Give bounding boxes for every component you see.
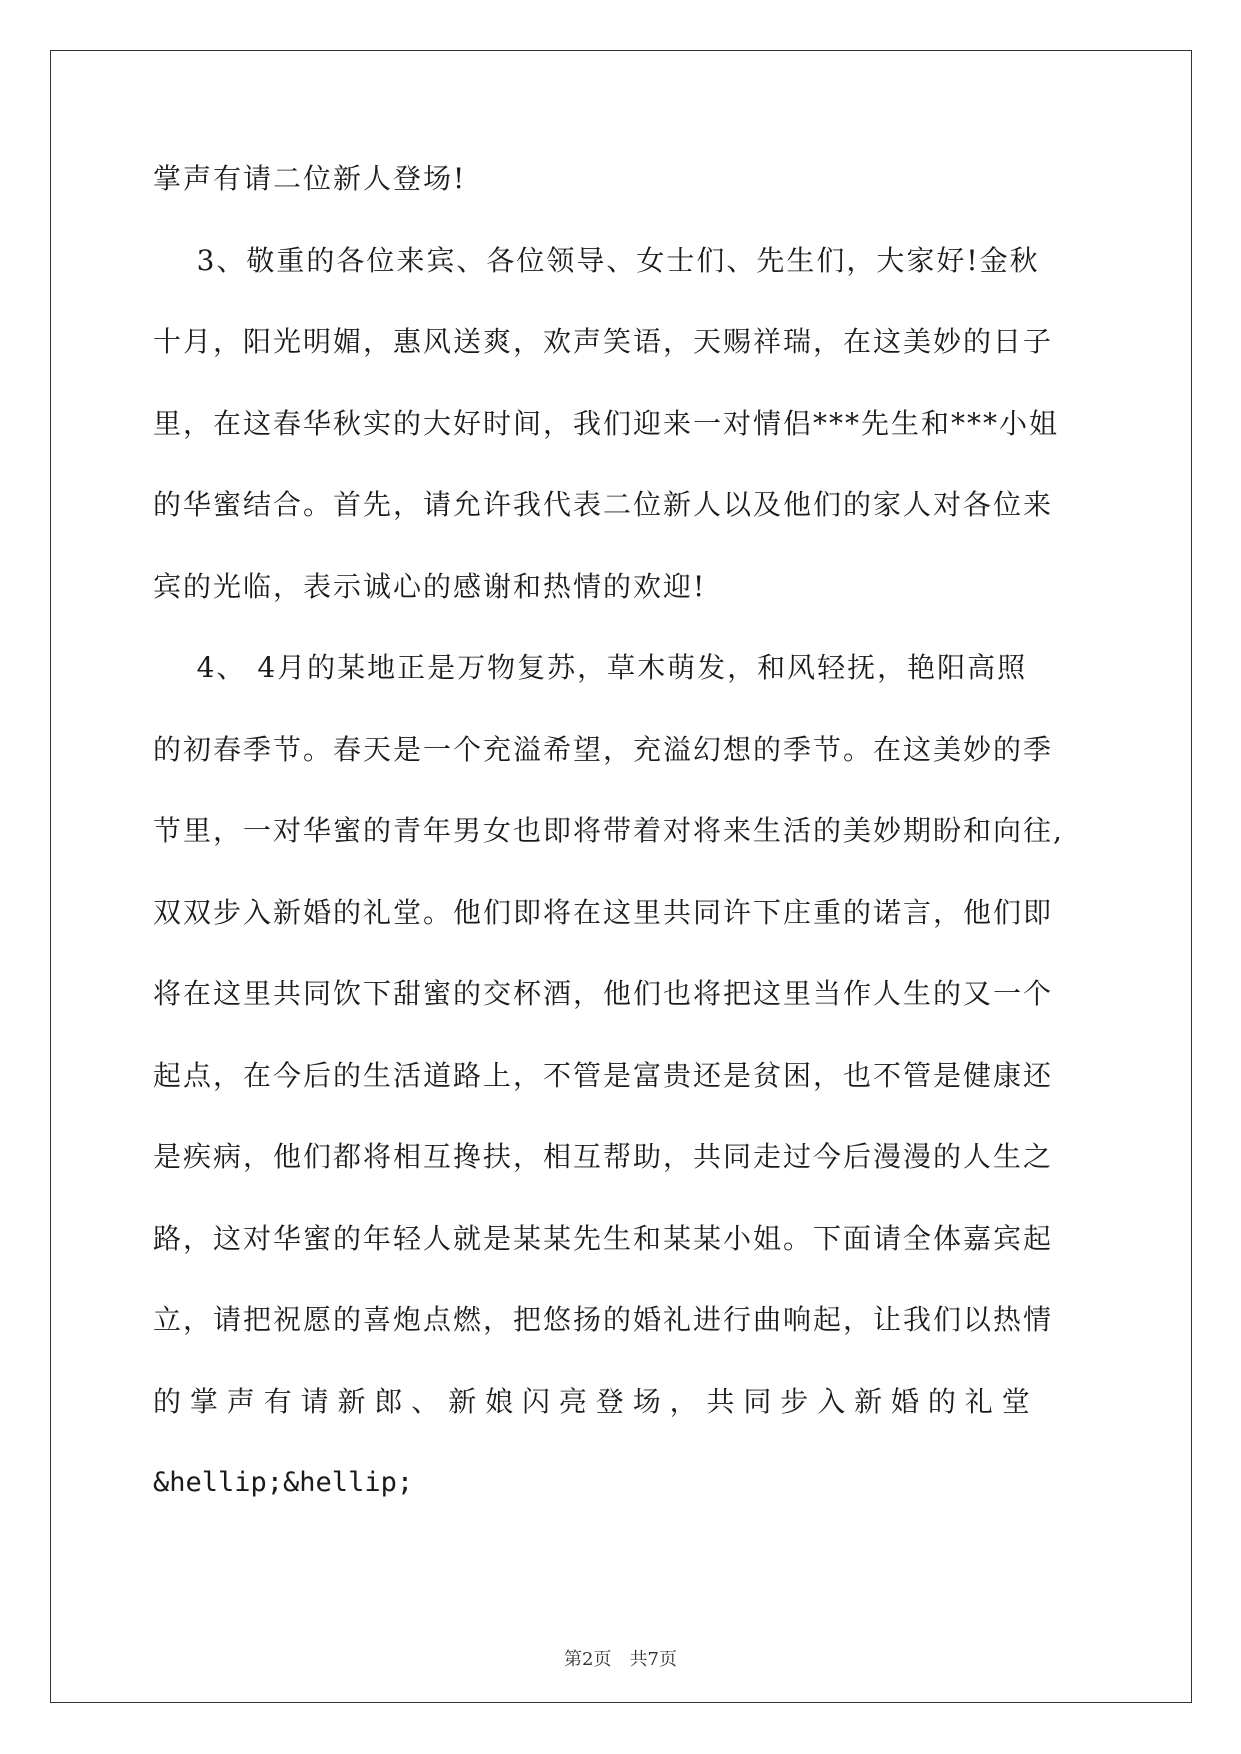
text-line: 里，在这春华秋实的大好时间，我们迎来一对情侣***先生和***小姐: [153, 406, 1060, 440]
text-line: 十月，阳光明媚，惠风送爽，欢声笑语，天赐祥瑞，在这美妙的日子: [153, 325, 1054, 358]
text-line: 节里，一对华蜜的青年男女也即将带着对将来生活的美妙期盼和向往,: [153, 814, 1064, 847]
ellipsis-entity-line: &hellip;&hellip;: [153, 1467, 414, 1498]
text-line: 起点，在今后的生活道路上，不管是富贵还是贫困，也不管是健康还: [153, 1058, 1054, 1092]
text-line: 路，这对华蜜的年轻人就是某某先生和某某小姐。下面请全体嘉宾起: [153, 1221, 1054, 1255]
text-line: 掌声有请二位新人登场!: [153, 162, 467, 195]
text-line: 双双步入新婚的礼堂。他们即将在这里共同许下庄重的诺言，他们即: [153, 895, 1054, 929]
text-line: 将在这里共同饮下甜蜜的交杯酒，他们也将把这里当作人生的又一个: [153, 977, 1054, 1010]
text-line: 的初春季节。春天是一个充溢希望，充溢幻想的季节。在这美妙的季: [153, 732, 1054, 766]
paragraph-3-line: 3、敬重的各位来宾、各位领导、女士们、先生们，大家好!金秋: [153, 243, 1040, 277]
text-line: 的 掌 声 有 请 新 郎 、 新 娘 闪 亮 登 场 ， 共 同 步 入 新 婚 的 礼 堂: [153, 1384, 1030, 1418]
paragraph-4-line: 4、 4月的某地正是万物复苏，草木萌发，和风轻抚，艳阳高照: [153, 651, 1028, 684]
text-line: 的华蜜结合。首先，请允许我代表二位新人以及他们的家人对各位来: [153, 488, 1054, 521]
document-body: [153, 162, 1089, 1551]
page-number-footer: 第2页 共7页: [564, 1649, 677, 1670]
text-line: 是疾病，他们都将相互搀扶，相互帮助，共同走过今后漫漫的人生之: [153, 1140, 1054, 1173]
text-line: 宾的光临，表示诚心的感谢和热情的欢迎!: [153, 569, 707, 603]
text-line: 立，请把祝愿的喜炮点燃，把悠扬的婚礼进行曲响起，让我们以热情: [153, 1303, 1054, 1336]
